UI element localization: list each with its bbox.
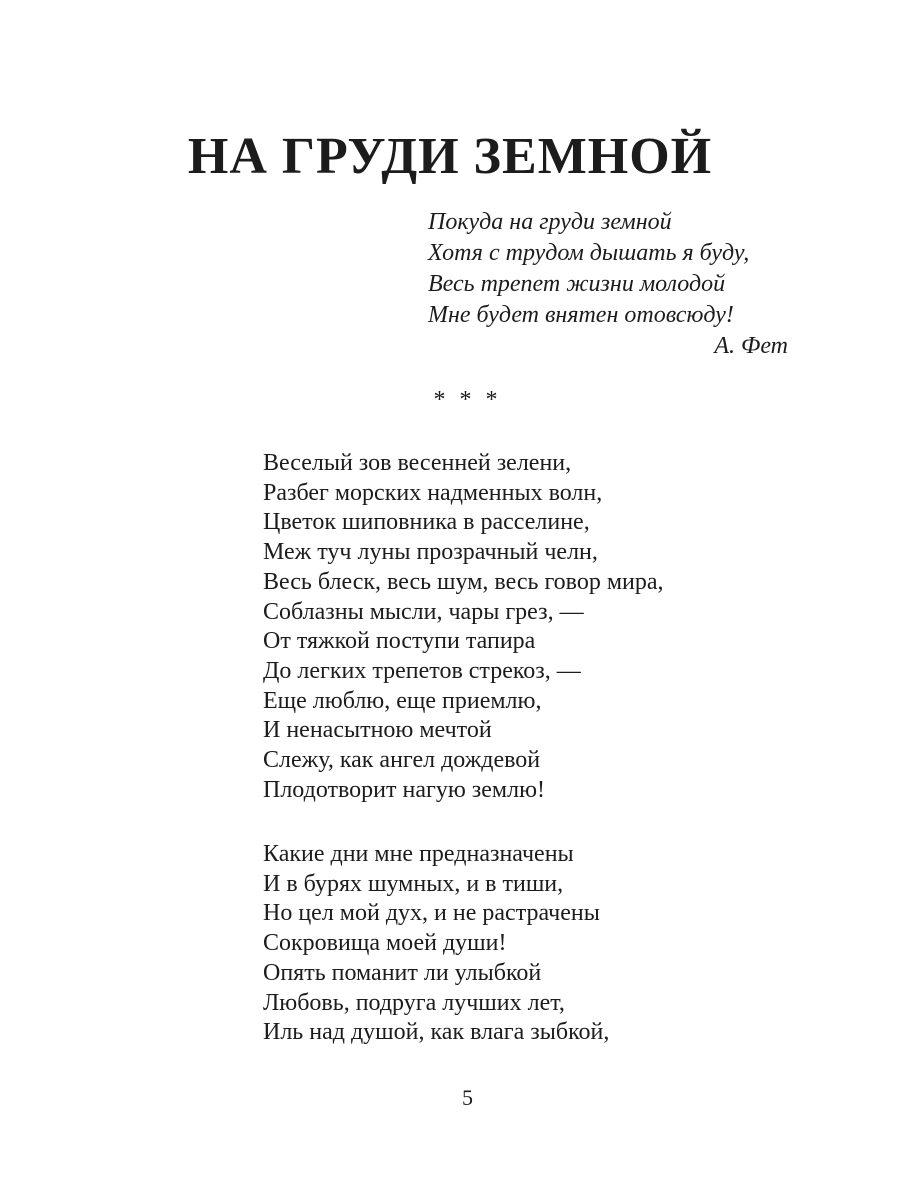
verse-line: Какие дни мне предназначены	[263, 841, 574, 867]
verse-line: Меж туч луны прозрачный челн,	[263, 539, 598, 566]
verse-line: Слежу, как ангел дождевой	[263, 747, 541, 774]
epigraph-line: Мне будет внятен отовсюду!	[428, 302, 734, 328]
verse-line: Разбег морских надменных волн,	[263, 479, 603, 506]
page-number: 5	[462, 1085, 473, 1110]
verse-line: От тяжкой поступи тапира	[263, 628, 536, 655]
verse-line: Опять поманит ли улыбкой	[263, 959, 542, 986]
verse-line: Веселый зов весенней зелени,	[263, 450, 572, 476]
epigraph	[428, 207, 798, 362]
epigraph-line: Хотя с трудом дышать я буду,	[428, 240, 750, 266]
epigraph-author: А. Фет	[714, 333, 788, 359]
verse-line: Но цел мой дух, и не растрачены	[263, 900, 600, 927]
section-separator: * * *	[433, 387, 502, 413]
verse-line: Любовь, подруга лучших лет,	[263, 989, 565, 1016]
verse-line: И в бурях шумных, и в тиши,	[263, 870, 564, 897]
epigraph-line: Покуда на груди земной	[428, 209, 672, 235]
verse-line: Соблазны мысли, чары грез, —	[263, 598, 584, 625]
stanza-1	[263, 449, 783, 805]
verse-line: Иль над душой, как влага зыбкой,	[263, 1019, 610, 1046]
verse-line: Плодотворит нагую землю!	[263, 776, 545, 803]
verse-line: Еще люблю, еще приемлю,	[263, 687, 542, 714]
verse-line: До легких трепетов стрекоз, —	[263, 657, 581, 684]
stanza-2	[263, 840, 783, 1048]
verse-line: И ненасытною мечтой	[263, 717, 492, 744]
verse-line: Сокровища моей души!	[263, 930, 507, 957]
verse-line: Цветок шиповника в расселине,	[263, 509, 590, 536]
verse-line: Весь блеск, весь шум, весь говор мира,	[263, 568, 664, 595]
epigraph-line: Весь трепет жизни молодой	[428, 271, 726, 297]
poem-title: НА ГРУДИ ЗЕМНОЙ	[187, 128, 713, 185]
